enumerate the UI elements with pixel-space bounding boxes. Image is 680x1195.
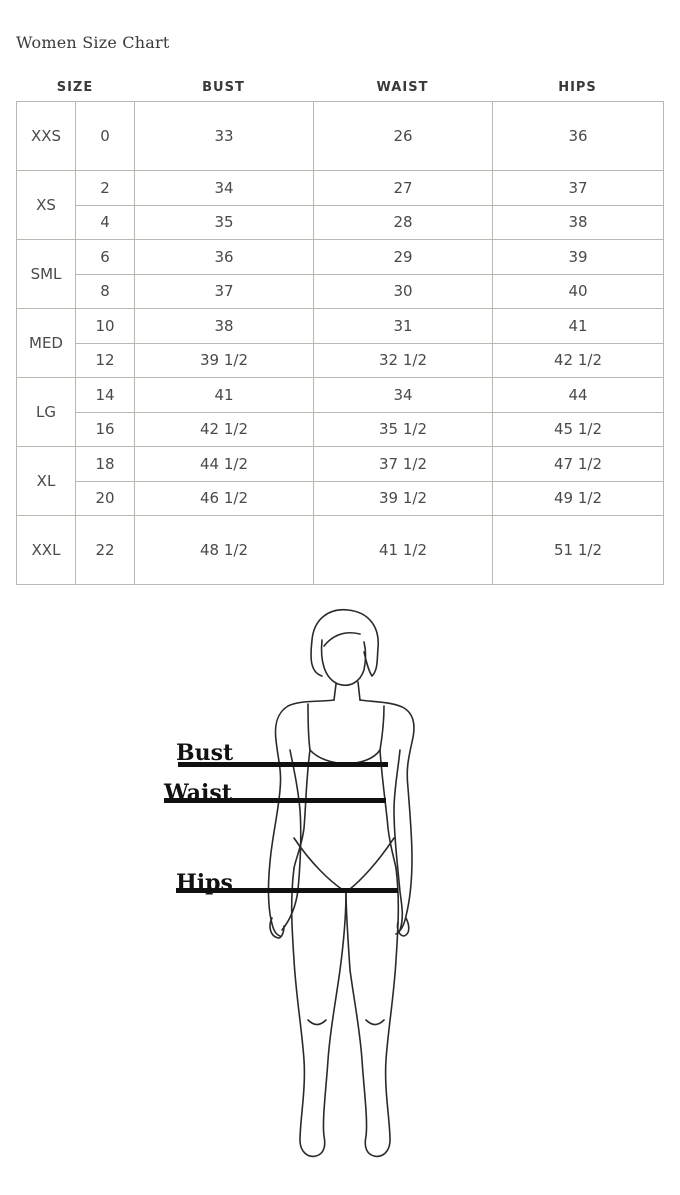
- table-row: [17, 240, 664, 275]
- size-label: LG: [17, 378, 76, 447]
- hips-value: 36: [493, 102, 664, 171]
- waist-value: 37 1/2: [314, 447, 493, 482]
- bust-value: 33: [135, 102, 314, 171]
- header-waist: WAIST: [376, 80, 429, 95]
- table-row: [17, 171, 664, 206]
- hips-value: 41: [493, 309, 664, 344]
- waist-value: 41 1/2: [314, 516, 493, 585]
- table-row: [17, 102, 664, 171]
- hips-value: 45 1/2: [493, 412, 664, 447]
- waist-value: 32 1/2: [314, 343, 493, 378]
- size-label: XS: [17, 171, 76, 240]
- size-number: 20: [76, 481, 135, 516]
- bust-value: 41: [135, 378, 314, 413]
- hips-label: Hips: [176, 870, 233, 896]
- size-label: XXL: [17, 516, 76, 585]
- size-number: 4: [76, 205, 135, 240]
- table-row: [17, 378, 664, 413]
- table-row: [17, 343, 664, 378]
- waist-value: 27: [314, 171, 493, 206]
- waist-value: 29: [314, 240, 493, 275]
- size-number: 6: [76, 240, 135, 275]
- size-number: 16: [76, 412, 135, 447]
- table-row: [17, 309, 664, 344]
- size-label: XL: [17, 447, 76, 516]
- hips-value: 40: [493, 274, 664, 309]
- size-number: 8: [76, 274, 135, 309]
- waist-value: 30: [314, 274, 493, 309]
- size-number: 14: [76, 378, 135, 413]
- table-row: [17, 274, 664, 309]
- bust-value: 36: [135, 240, 314, 275]
- table-row: [17, 447, 664, 482]
- hips-value: 38: [493, 205, 664, 240]
- bust-label: Bust: [176, 740, 234, 766]
- size-label: MED: [17, 309, 76, 378]
- waist-value: 31: [314, 309, 493, 344]
- hips-value: 37: [493, 171, 664, 206]
- size-number: 10: [76, 309, 135, 344]
- bust-value: 34: [135, 171, 314, 206]
- header-size: SIZE: [56, 80, 94, 95]
- header-bust: BUST: [202, 80, 245, 95]
- waist-value: 35 1/2: [314, 412, 493, 447]
- table-row: [17, 516, 664, 585]
- waist-value: 28: [314, 205, 493, 240]
- bust-value: 46 1/2: [135, 481, 314, 516]
- size-number: 0: [76, 102, 135, 171]
- waist-value: 34: [314, 378, 493, 413]
- hips-value: 39: [493, 240, 664, 275]
- hips-value: 49 1/2: [493, 481, 664, 516]
- bust-value: 38: [135, 309, 314, 344]
- table-row: [17, 205, 664, 240]
- table-row: [17, 412, 664, 447]
- body-measurement-figure: [160, 600, 460, 1170]
- size-number: 2: [76, 171, 135, 206]
- hips-value: 47 1/2: [493, 447, 664, 482]
- size-number: 12: [76, 343, 135, 378]
- table-row: [17, 481, 664, 516]
- waist-value: 39 1/2: [314, 481, 493, 516]
- waist-value: 26: [314, 102, 493, 171]
- hips-value: 51 1/2: [493, 516, 664, 585]
- size-label: XXS: [17, 102, 76, 171]
- hips-value: 42 1/2: [493, 343, 664, 378]
- bust-value: 48 1/2: [135, 516, 314, 585]
- bust-value: 35: [135, 205, 314, 240]
- size-number: 18: [76, 447, 135, 482]
- size-label: SML: [17, 240, 76, 309]
- waist-label: Waist: [164, 780, 232, 806]
- size-number: 22: [76, 516, 135, 585]
- bust-value: 37: [135, 274, 314, 309]
- page-title: Women Size Chart: [16, 33, 170, 52]
- header-hips: HIPS: [558, 80, 597, 95]
- bust-value: 42 1/2: [135, 412, 314, 447]
- bust-value: 44 1/2: [135, 447, 314, 482]
- size-table: [16, 101, 664, 585]
- bust-value: 39 1/2: [135, 343, 314, 378]
- hips-value: 44: [493, 378, 664, 413]
